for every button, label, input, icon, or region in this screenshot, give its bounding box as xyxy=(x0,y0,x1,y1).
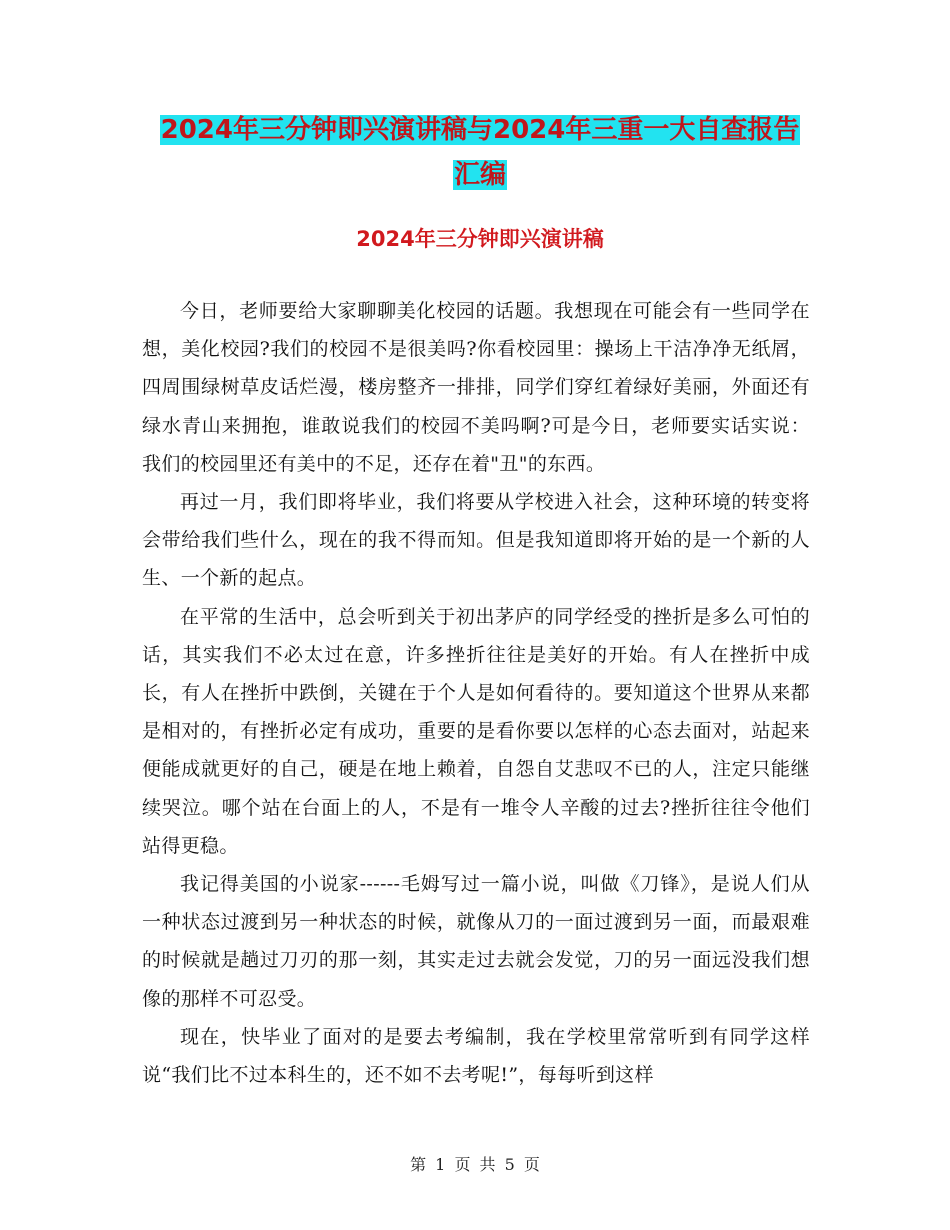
document-title-line1: 2024年三分钟即兴演讲稿与2024年三重一大自查报告 xyxy=(160,115,800,145)
paragraph-4: 我记得美国的小说家------毛姆写过一篇小说，叫做《刀锋》，是说人们从一种状态过渡到另一种状态的时候，就像从刀的一面过渡到另一面，而最艰难的时候就是趟过刀刃的那一刻，其实走过去就会发觉，刀的另一面远没我们想像的那样不可忍受。 xyxy=(142,873,810,1010)
paragraph-5: 现在，快毕业了面对的是要去考编制，我在学校里常常听到有同学这样说“我们比不过本科生的，还不如不去考呢!”，每每听到这样 xyxy=(142,1025,810,1087)
document-title xyxy=(140,108,820,198)
page-number-footer: 第 1 页 共 5 页 xyxy=(410,1155,540,1174)
paragraph-2: 再过一月，我们即将毕业，我们将要从学校进入社会，这种环境的转变将会带给我们些什么，现在的我不得而知。但是我知道即将开始的是一个新的人生、一个新的起点。 xyxy=(142,491,810,590)
paragraph-3: 在平常的生活中，总会听到关于初出茅庐的同学经受的挫折是多么可怕的话，其实我们不必太过在意，许多挫折往往是美好的开始。有人在挫折中成长，有人在挫折中跌倒，关键在于个人是如何看待的。要知道这个世界从来都是相对的，有挫折必定有成功，重要的是看你要以怎样的心态去面对，站起来便能成就更好的自己，硬是在地上赖着，自怨自艾悲叹不已的人，注定只能继续哭泣。哪个站在台面上的人，不是有一堆令人辛酸的过去?挫折往往令他们站得更稳。 xyxy=(142,605,810,857)
body-text xyxy=(142,292,810,1094)
paragraph-1: 今日，老师要给大家聊聊美化校园的话题。我想现在可能会有一些同学在想，美化校园?我们的校园不是很美吗?你看校园里：操场上干洁净净无纸屑，四周围绿树草皮话烂漫，楼房整齐一排排，同学们穿红着绿好美丽，外面还有绿水青山来拥抱，谁敢说我们的校园不美吗啊?可是今日，老师要实话实说：我们的校园里还有美中的不足，还存在着"丑"的东西。 xyxy=(142,300,810,475)
section-title: 2024年三分钟即兴演讲稿 xyxy=(356,227,604,251)
document-title-line2: 汇编 xyxy=(453,160,506,190)
